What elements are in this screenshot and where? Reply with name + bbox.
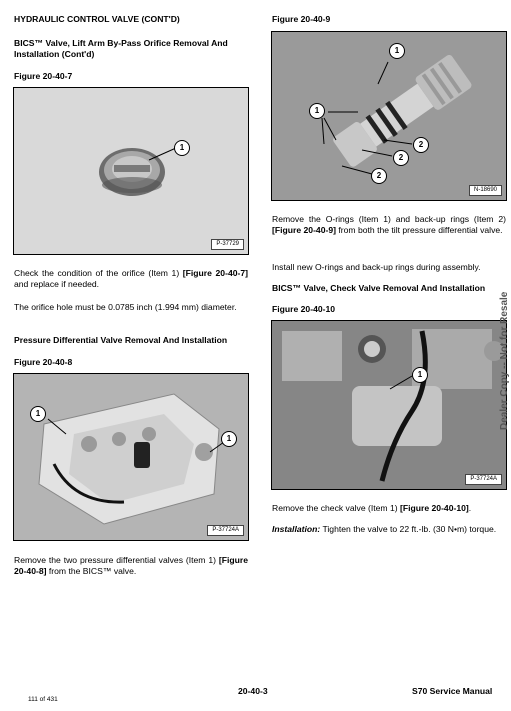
callout-2: 2 bbox=[413, 137, 429, 153]
orifice-illustration bbox=[14, 88, 248, 254]
paragraph: Check the condition of the orifice (Item 1) [Figure 20-40-7] and replace if needed. bbox=[14, 268, 249, 289]
paragraph: Remove the check valve (Item 1) [Figure 20-40-10]. bbox=[272, 503, 472, 513]
figure-valve-photo bbox=[13, 373, 249, 541]
callout-1: 1 bbox=[221, 431, 237, 447]
callout-1: 1 bbox=[412, 367, 428, 383]
callout-2: 2 bbox=[371, 168, 387, 184]
figure-label: Figure 20-40-8 bbox=[14, 357, 73, 367]
paragraph: Install new O-rings and back-up rings during assembly. bbox=[272, 262, 481, 272]
check-valve-illustration bbox=[272, 321, 506, 489]
valve-illustration bbox=[14, 374, 248, 540]
valve-oring-illustration bbox=[272, 32, 506, 200]
figure-label: Figure 20-40-9 bbox=[272, 14, 331, 24]
side-watermark: Dealer Copy -- Not for Resale bbox=[499, 291, 510, 430]
section-heading: BICS™ Valve, Check Valve Removal And Installation bbox=[272, 283, 486, 293]
figure-tag: N-18690 bbox=[469, 185, 502, 197]
figure-label: Figure 20-40-7 bbox=[14, 71, 73, 81]
callout-2: 2 bbox=[393, 150, 409, 166]
paragraph: Remove the two pressure differential valves (Item 1) [Figure 20-40-8] from the BICS™ valve. bbox=[14, 555, 248, 576]
paragraph: Remove the O-rings (Item 1) and back-up rings (Item 2) [Figure 20-40-9] from both the tilt pressure differential valve. bbox=[272, 214, 506, 235]
callout-1: 1 bbox=[30, 406, 46, 422]
callout-1: 1 bbox=[309, 103, 325, 119]
figure-orifice-photo bbox=[13, 87, 249, 255]
paragraph: The orifice hole must be 0.0785 inch (1.994 mm) diameter. bbox=[14, 302, 237, 312]
subsection-title: BICS™ Valve, Lift Arm By-Pass Orifice Removal And Installation (Cont'd) bbox=[14, 38, 228, 59]
paragraph: Installation: Tighten the valve to 22 ft.-lb. (30 N•m) torque. bbox=[272, 524, 497, 534]
figure-oring-photo bbox=[271, 31, 507, 201]
page-number: 20-40-3 bbox=[238, 686, 268, 696]
page-count: 111 of 431 bbox=[28, 696, 58, 703]
figure-tag: P-37729 bbox=[211, 239, 244, 251]
manual-title: S70 Service Manual bbox=[412, 686, 493, 696]
figure-tag: P-37724A bbox=[207, 525, 244, 537]
callout-1: 1 bbox=[174, 140, 190, 156]
callout-1: 1 bbox=[389, 43, 405, 59]
figure-check-valve-photo bbox=[271, 320, 507, 490]
section-title: HYDRAULIC CONTROL VALVE (CONT'D) bbox=[14, 14, 180, 24]
figure-label: Figure 20-40-10 bbox=[272, 304, 336, 314]
figure-tag: P-37724A bbox=[465, 474, 502, 486]
section-heading: Pressure Differential Valve Removal And Installation bbox=[14, 335, 228, 345]
